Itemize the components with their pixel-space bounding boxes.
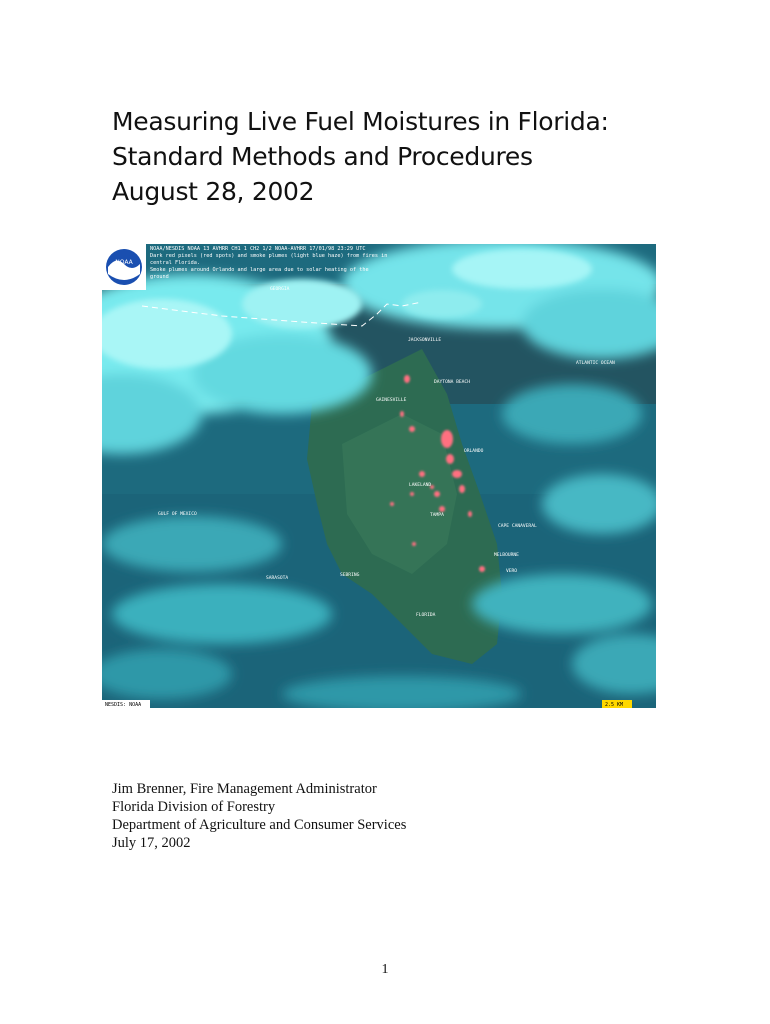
document-title xyxy=(112,104,672,209)
title-line-3: August 28, 2002 xyxy=(112,177,315,206)
header-line-2: Dark red pixels (red spots) and smoke plumes (light blue haze) from fires in xyxy=(150,253,388,259)
label-georgia: GEORGIA xyxy=(270,287,290,292)
corner-left-label: NESDIS: NOAA xyxy=(105,702,142,708)
header-line-3: central Florida. xyxy=(150,260,200,266)
label-daytona: DAYTONA BEACH xyxy=(434,380,470,385)
label-florida: FLORIDA xyxy=(416,613,436,618)
author-division: Florida Division of Forestry xyxy=(112,799,276,815)
label-lakeland: LAKELAND xyxy=(409,483,432,488)
label-sarasota: SARASOTA xyxy=(266,576,289,581)
corner-right-label: 2.5 KM xyxy=(605,702,624,708)
noaa-logo-text: NOAA xyxy=(115,259,133,266)
label-vero: VERO xyxy=(506,569,518,574)
label-gainesville: GAINESVILLE xyxy=(376,398,407,403)
label-gulf: GULF OF MEXICO xyxy=(158,512,197,517)
page-number: 1 xyxy=(381,962,389,977)
title-line-1: Measuring Live Fuel Moistures in Florida: xyxy=(112,107,609,136)
title-line-2: Standard Methods and Procedures xyxy=(112,142,533,171)
label-jacksonville: JACKSONVILLE xyxy=(408,338,442,343)
author-date: July 17, 2002 xyxy=(112,835,191,851)
label-melbourne: MELBOURNE xyxy=(494,553,519,558)
author-name: Jim Brenner, Fire Management Administrator xyxy=(112,781,377,797)
label-cape: CAPE CANAVERAL xyxy=(498,524,537,529)
author-block xyxy=(112,780,612,852)
header-line-1: NOAA/NESDIS NOAA 13 AVHRR CH1 1 CH2 1/2 NOAA-AVHRR 17/01/98 23:29 UTC xyxy=(150,246,366,252)
label-sebring: SEBRING xyxy=(340,573,360,578)
label-orlando: ORLANDO xyxy=(464,449,484,454)
label-tampa: TAMPA xyxy=(430,513,444,518)
author-department: Department of Agriculture and Consumer Services xyxy=(112,817,407,833)
satellite-image xyxy=(102,244,656,708)
noaa-logo xyxy=(102,244,146,290)
header-line-5: ground xyxy=(150,274,169,280)
label-atlantic: ATLANTIC OCEAN xyxy=(576,361,615,366)
header-line-4: Smoke plumes around Orlando and large area due to solar heating of the xyxy=(150,267,369,273)
